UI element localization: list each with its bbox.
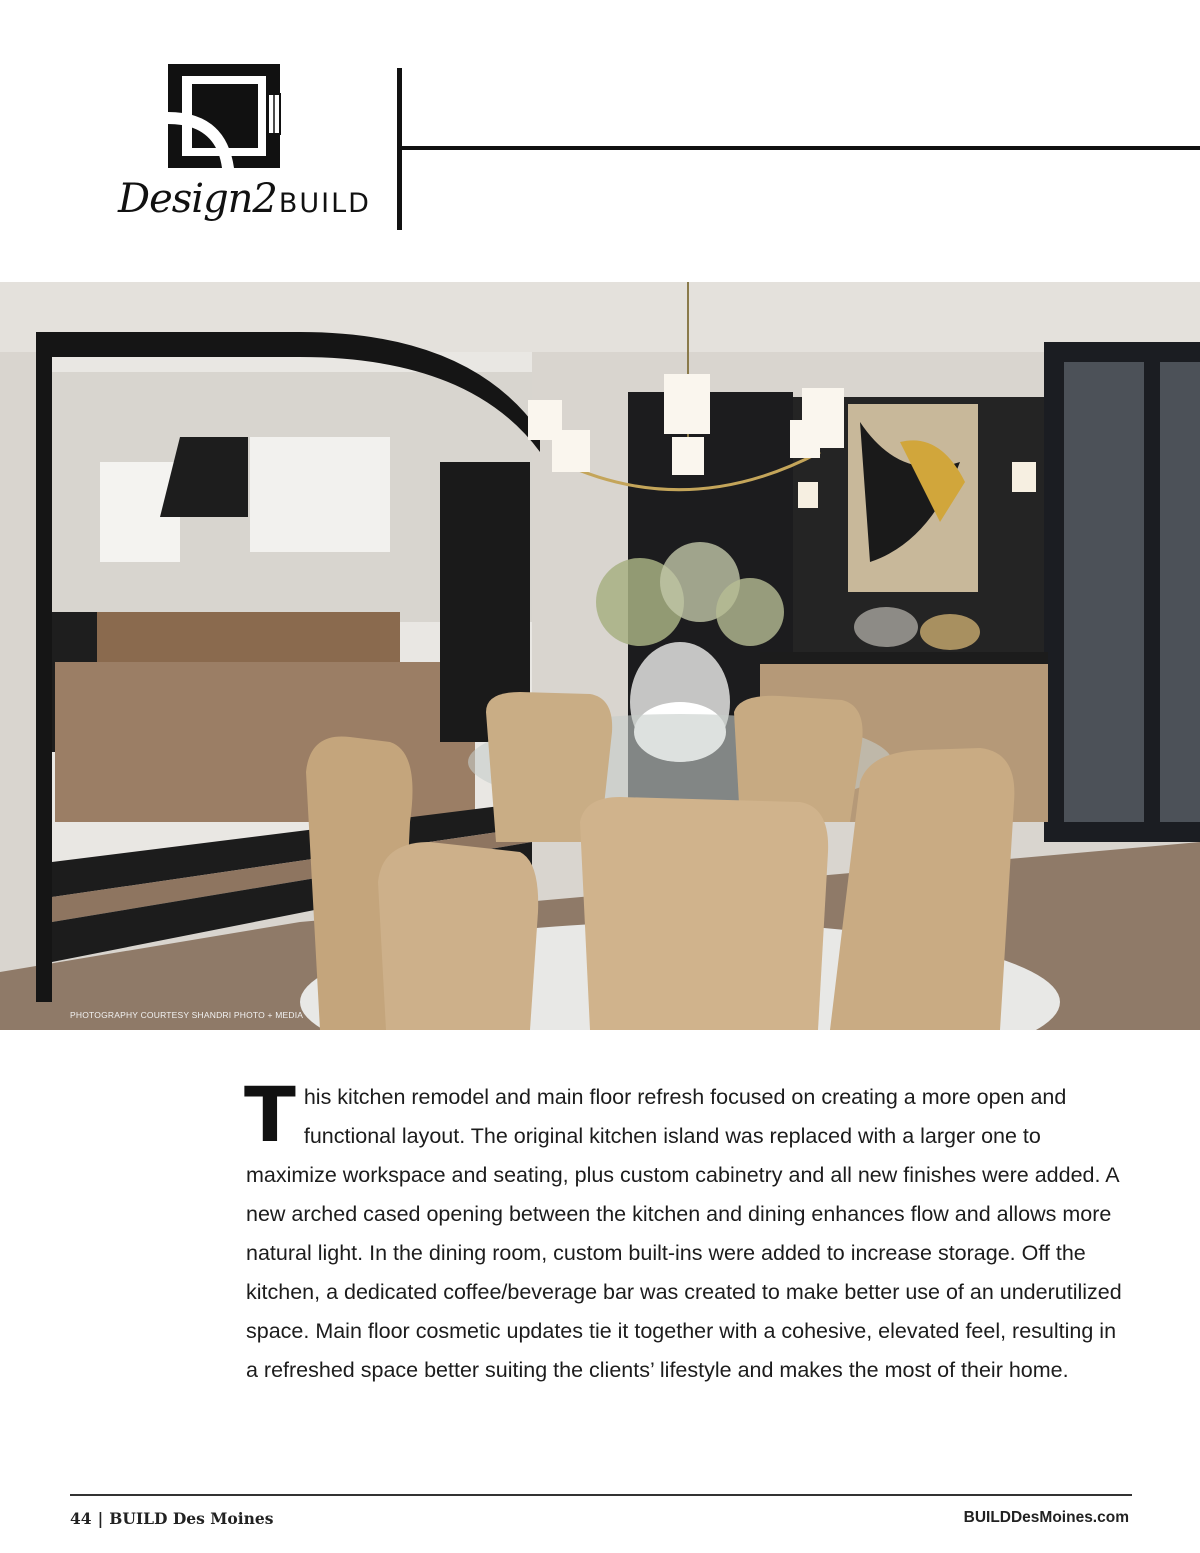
header-horizontal-rule <box>400 146 1200 150</box>
brand-wordmark-caps: BUILD <box>278 188 371 219</box>
brand-wordmark <box>118 176 371 232</box>
dining-room-photo <box>0 282 1200 1030</box>
page-number: 44 <box>70 1509 92 1528</box>
article-dropcap: T <box>244 1070 296 1159</box>
photo-credit: PHOTOGRAPHY COURTESY SHANDRI PHOTO + MEDIA <box>70 1010 304 1020</box>
brand-logo-mark <box>168 64 284 168</box>
footer-website: BUILDDesMoines.com <box>963 1509 1129 1526</box>
footer-rule <box>70 1494 1132 1496</box>
brand-wordmark-script: Design2 <box>118 176 277 222</box>
article-text: his kitchen remodel and main floor refresh focused on creating a more open and functional layout. The original kitchen island was replaced with a larger one to maximize workspace and seating, plus custom cabinetry and all new finishes were added. A new arched cased opening between the kitchen and dining enhances flow and allows more natural light. In the dining room, custom built-ins were added to increase storage. Off the kitchen, a dedicated coffee/beverage bar was created to make better use of an underutilized space. Main floor cosmetic updates tie it together with a cohesive, elevated feel, resulting in a refreshed space better suiting the clients’ lifestyle and makes the most of their home. <box>246 1085 1122 1382</box>
footer-left <box>70 1509 274 1528</box>
publication-name: BUILD Des Moines <box>109 1509 274 1528</box>
footer-separator: | <box>97 1509 104 1528</box>
article-body <box>244 1070 1130 1390</box>
